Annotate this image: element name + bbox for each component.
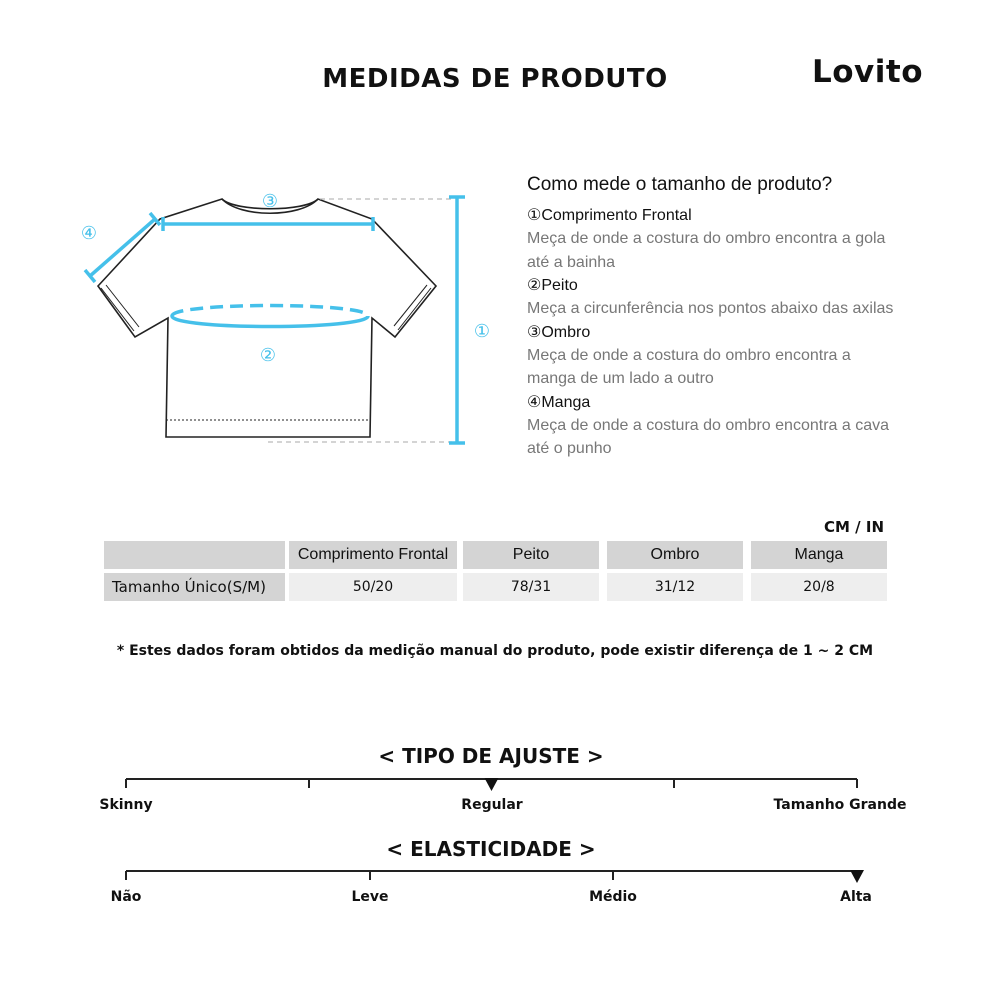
item-desc: Meça de onde a costura do ombro encontra a gola [527, 230, 886, 247]
shoulder-line [163, 217, 373, 231]
table-header: Ombro [607, 541, 743, 569]
item-sleeve [527, 391, 947, 461]
item-title: ①Comprimento Frontal [527, 207, 692, 224]
item-desc: até a bainha [527, 253, 616, 271]
marker-3: ③ [261, 191, 279, 212]
fit-label-skinny: Skinny [99, 797, 153, 813]
table-header: Comprimento Frontal [289, 541, 457, 569]
fit-label-oversize: Tamanho Grande [773, 797, 907, 813]
marker-4: ④ [80, 223, 98, 244]
table-row-label: Tamanho Único(S/M) [104, 573, 285, 601]
item-title: ②Peito [527, 277, 578, 294]
elasticity-label-medium: Médio [589, 889, 637, 905]
tshirt-outline [98, 199, 436, 437]
elasticity-title: < ELASTICIDADE > [386, 837, 596, 861]
how-to-heading: Como mede o tamanho de produto? [527, 174, 833, 195]
fit-title: < TIPO DE AJUSTE > [378, 744, 604, 768]
table-header-empty [104, 541, 285, 569]
page-title: MEDIDAS DE PRODUTO [322, 64, 668, 94]
item-front-length [527, 204, 947, 274]
front-length-line [449, 197, 465, 443]
table-header: Manga [751, 541, 887, 569]
item-desc: até o punho [527, 440, 612, 457]
item-title: ③Ombro [527, 323, 591, 341]
elasticity-label-high: Alta [840, 889, 872, 905]
tshirt-measurement-diagram [70, 180, 510, 460]
elasticity-label-none: Não [110, 889, 142, 905]
elasticity-level-marker [850, 870, 864, 883]
brand-logo: Lovito [812, 54, 924, 90]
elasticity-label-light: Leve [351, 889, 389, 905]
marker-2: ② [259, 345, 277, 366]
units-label: CM / IN [824, 518, 884, 536]
fit-label-regular: Regular [461, 797, 523, 813]
table-cell: 20/8 [751, 573, 887, 601]
marker-1: ① [473, 321, 491, 342]
how-to-measure [527, 174, 947, 461]
item-desc: Meça de onde a costura do ombro encontra a cava [527, 416, 889, 434]
item-title: ④Manga [527, 393, 591, 411]
table-cell: 50/20 [289, 573, 457, 601]
chest-line [172, 306, 368, 327]
table-cell: 31/12 [607, 573, 743, 601]
item-chest [527, 274, 947, 321]
item-desc: Meça a circunferência nos pontos abaixo das axilas [527, 300, 894, 317]
table-header: Peito [463, 541, 599, 569]
measurement-note: * Estes dados foram obtidos da medição manual do produto, pode existir diferença de 1 ~ 2 CM [116, 643, 874, 659]
item-desc: manga de um lado a outro [527, 370, 714, 387]
fit-level-marker [485, 778, 499, 791]
item-desc: Meça de onde a costura do ombro encontra a [527, 346, 851, 364]
item-shoulder [527, 321, 947, 391]
table-cell: 78/31 [463, 573, 599, 601]
